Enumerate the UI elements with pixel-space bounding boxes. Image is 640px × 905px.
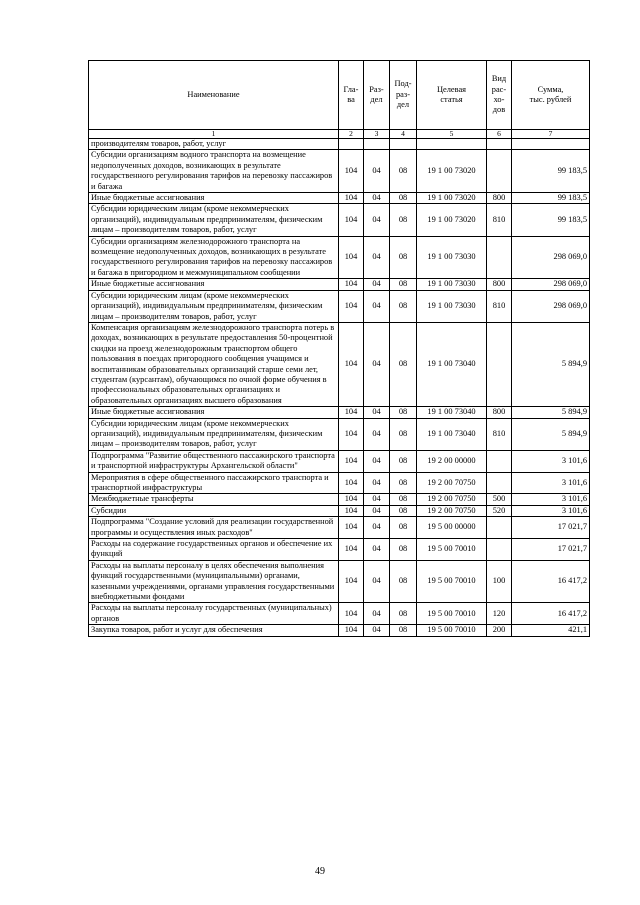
row-section: 04: [364, 322, 390, 406]
column-number: 6: [487, 130, 512, 139]
row-name: Подпрограмма "Создание условий для реализации государственной программы и осуществления иных расходов": [89, 517, 339, 539]
row-subsection: 08: [390, 407, 417, 418]
row-amount: 99 183,5: [512, 204, 590, 236]
row-section: 04: [364, 407, 390, 418]
header-subsection: Под- раз- дел: [390, 61, 417, 130]
row-chapter: 104: [339, 290, 364, 322]
table-row: [89, 472, 590, 494]
row-expense-type: 200: [487, 625, 512, 636]
column-number: 7: [512, 130, 590, 139]
row-target: [417, 139, 487, 150]
row-expense-type: 810: [487, 290, 512, 322]
row-target: 19 1 00 73020: [417, 150, 487, 193]
table-row: [89, 625, 590, 636]
row-expense-type: 810: [487, 204, 512, 236]
row-chapter: [339, 139, 364, 150]
row-expense-type: 810: [487, 418, 512, 450]
row-section: 04: [364, 204, 390, 236]
row-amount: 17 021,7: [512, 539, 590, 561]
row-subsection: 08: [390, 290, 417, 322]
row-section: 04: [364, 290, 390, 322]
row-subsection: 08: [390, 279, 417, 290]
row-chapter: 104: [339, 560, 364, 603]
table-row: [89, 204, 590, 236]
row-amount: 16 417,2: [512, 560, 590, 603]
table-row: [89, 494, 590, 505]
column-number: 5: [417, 130, 487, 139]
row-target: 19 1 00 73030: [417, 279, 487, 290]
row-chapter: 104: [339, 322, 364, 406]
row-section: 04: [364, 450, 390, 472]
row-chapter: 104: [339, 625, 364, 636]
row-chapter: 104: [339, 603, 364, 625]
row-amount: 298 069,0: [512, 290, 590, 322]
row-target: 19 1 00 73030: [417, 236, 487, 279]
budget-table: [88, 60, 590, 637]
row-name: Расходы на выплаты персоналу в целях обеспечения выполнения функций государственными (муниципальными) органами, казенными учреждениями, органами управления государственными внебюджетными фондами: [89, 560, 339, 603]
row-name: Субсидии: [89, 505, 339, 516]
row-name: производителям товаров, работ, услуг: [89, 139, 339, 150]
column-number-row: [89, 130, 590, 139]
table-row: [89, 560, 590, 603]
row-name: Межбюджетные трансферты: [89, 494, 339, 505]
row-target: 19 2 00 70750: [417, 494, 487, 505]
row-subsection: 08: [390, 322, 417, 406]
row-expense-type: [487, 472, 512, 494]
row-chapter: 104: [339, 450, 364, 472]
row-name: Иные бюджетные ассигнования: [89, 193, 339, 204]
row-target: 19 2 00 70750: [417, 505, 487, 516]
row-name: Расходы на выплаты персоналу государственных (муниципальных) органов: [89, 603, 339, 625]
row-subsection: 08: [390, 204, 417, 236]
row-target: 19 5 00 70010: [417, 625, 487, 636]
row-name: Подпрограмма "Развитие общественного пассажирского транспорта и транспортной инфраструктуры Архангельской области": [89, 450, 339, 472]
table-row: [89, 236, 590, 279]
row-expense-type: 800: [487, 279, 512, 290]
row-expense-type: [487, 517, 512, 539]
row-section: 04: [364, 494, 390, 505]
row-section: 04: [364, 603, 390, 625]
row-subsection: 08: [390, 193, 417, 204]
row-chapter: 104: [339, 505, 364, 516]
row-name: Иные бюджетные ассигнования: [89, 407, 339, 418]
header-target: Целевая статья: [417, 61, 487, 130]
row-subsection: 08: [390, 418, 417, 450]
column-number: 2: [339, 130, 364, 139]
row-subsection: 08: [390, 603, 417, 625]
row-section: 04: [364, 150, 390, 193]
row-chapter: 104: [339, 517, 364, 539]
column-number: 4: [390, 130, 417, 139]
row-chapter: 104: [339, 193, 364, 204]
row-name: Закупка товаров, работ и услуг для обеспечения: [89, 625, 339, 636]
row-section: 04: [364, 236, 390, 279]
row-target: 19 5 00 70010: [417, 560, 487, 603]
row-section: 04: [364, 539, 390, 561]
row-section: 04: [364, 193, 390, 204]
table-body: [89, 139, 590, 637]
row-section: [364, 139, 390, 150]
table-row: [89, 193, 590, 204]
row-expense-type: 520: [487, 505, 512, 516]
table-row: [89, 539, 590, 561]
row-chapter: 104: [339, 279, 364, 290]
row-subsection: [390, 139, 417, 150]
column-number: 3: [364, 130, 390, 139]
header-section: Раз- дел: [364, 61, 390, 130]
row-subsection: 08: [390, 236, 417, 279]
row-amount: 5 894,9: [512, 418, 590, 450]
row-target: 19 1 00 73030: [417, 290, 487, 322]
header-row: [89, 61, 590, 130]
row-subsection: 08: [390, 625, 417, 636]
table-row: [89, 150, 590, 193]
table-row: [89, 322, 590, 406]
row-name: Компенсация организациям железнодорожного транспорта потерь в доходах, возникающих в результате предоставления 50-процентной скидки на проезд железнодорожным транспортом общего пользования в поездах пригородного сообщения учащимся и воспитанникам образовательных организаций старше семи лет, студентам (курсантам), обучающимся по очной форме обучения в профессиональных образовательных организациях и образовательных организациях высшего образования: [89, 322, 339, 406]
row-name: Мероприятия в сфере общественного пассажирского транспорта и транспортной инфраструктуры: [89, 472, 339, 494]
row-expense-type: [487, 150, 512, 193]
table-row: [89, 603, 590, 625]
table-row: [89, 505, 590, 516]
row-target: 19 2 00 70750: [417, 472, 487, 494]
row-section: 04: [364, 418, 390, 450]
table-row: [89, 139, 590, 150]
row-amount: 3 101,6: [512, 505, 590, 516]
table-row: [89, 517, 590, 539]
row-section: 04: [364, 560, 390, 603]
row-subsection: 08: [390, 472, 417, 494]
row-target: 19 1 00 73040: [417, 407, 487, 418]
row-amount: 99 183,5: [512, 150, 590, 193]
row-name: Расходы на содержание государственных органов и обеспечение их функций: [89, 539, 339, 561]
document-page: [88, 60, 589, 637]
row-expense-type: [487, 539, 512, 561]
row-target: 19 1 00 73040: [417, 418, 487, 450]
row-subsection: 08: [390, 560, 417, 603]
row-expense-type: [487, 236, 512, 279]
row-amount: 16 417,2: [512, 603, 590, 625]
row-chapter: 104: [339, 204, 364, 236]
row-chapter: 104: [339, 539, 364, 561]
row-name: Иные бюджетные ассигнования: [89, 279, 339, 290]
row-target: 19 5 00 00000: [417, 517, 487, 539]
header-expense-type: Вид рас- хо- дов: [487, 61, 512, 130]
row-chapter: 104: [339, 472, 364, 494]
row-expense-type: [487, 322, 512, 406]
row-chapter: 104: [339, 150, 364, 193]
row-chapter: 104: [339, 236, 364, 279]
table-row: [89, 418, 590, 450]
row-subsection: 08: [390, 505, 417, 516]
row-target: 19 1 00 73040: [417, 322, 487, 406]
row-subsection: 08: [390, 450, 417, 472]
row-amount: 99 183,5: [512, 193, 590, 204]
row-amount: 17 021,7: [512, 517, 590, 539]
column-number: 1: [89, 130, 339, 139]
row-chapter: 104: [339, 407, 364, 418]
row-expense-type: 100: [487, 560, 512, 603]
row-name: Субсидии организациям железнодорожного транспорта на возмещение недополученных доходов, возникающих в результате государственного регулирования тарифов на перевозку пассажиров и багажа в пригородном и межмуниципальном сообщении: [89, 236, 339, 279]
row-name: Субсидии юридическим лицам (кроме некоммерческих организаций), индивидуальным предпринимателям, физическим лицам – производителям товаров, работ, услуг: [89, 204, 339, 236]
row-amount: 5 894,9: [512, 407, 590, 418]
row-chapter: 104: [339, 418, 364, 450]
row-amount: [512, 139, 590, 150]
table-row: [89, 290, 590, 322]
row-section: 04: [364, 505, 390, 516]
row-amount: 298 069,0: [512, 236, 590, 279]
row-expense-type: 800: [487, 193, 512, 204]
row-subsection: 08: [390, 150, 417, 193]
row-target: 19 1 00 73020: [417, 204, 487, 236]
page-number: 49: [315, 866, 325, 877]
row-amount: 298 069,0: [512, 279, 590, 290]
row-name: Субсидии юридическим лицам (кроме некоммерческих организаций), индивидуальным предпринимателям, физическим лицам – производителям товаров, работ, услуг: [89, 290, 339, 322]
row-section: 04: [364, 472, 390, 494]
header-amount: Сумма, тыс. рублей: [512, 61, 590, 130]
table-row: [89, 450, 590, 472]
header-name: Наименование: [89, 61, 339, 130]
row-amount: 3 101,6: [512, 472, 590, 494]
row-amount: 3 101,6: [512, 494, 590, 505]
row-expense-type: 120: [487, 603, 512, 625]
row-section: 04: [364, 625, 390, 636]
row-expense-type: 800: [487, 407, 512, 418]
row-expense-type: [487, 450, 512, 472]
row-amount: 421,1: [512, 625, 590, 636]
row-subsection: 08: [390, 494, 417, 505]
table-row: [89, 279, 590, 290]
row-target: 19 1 00 73020: [417, 193, 487, 204]
row-chapter: 104: [339, 494, 364, 505]
row-subsection: 08: [390, 517, 417, 539]
row-name: Субсидии организациям водного транспорта на возмещение недополученных доходов, возникающих в результате государственного регулирования тарифов на перевозку пассажиров и багажа: [89, 150, 339, 193]
row-section: 04: [364, 279, 390, 290]
row-expense-type: 500: [487, 494, 512, 505]
row-name: Субсидии юридическим лицам (кроме некоммерческих организаций), индивидуальным предпринимателям, физическим лицам – производителям товаров, работ, услуг: [89, 418, 339, 450]
row-target: 19 5 00 70010: [417, 539, 487, 561]
row-target: 19 5 00 70010: [417, 603, 487, 625]
row-subsection: 08: [390, 539, 417, 561]
row-amount: 5 894,9: [512, 322, 590, 406]
table-row: [89, 407, 590, 418]
row-section: 04: [364, 517, 390, 539]
header-chapter: Гла- ва: [339, 61, 364, 130]
row-amount: 3 101,6: [512, 450, 590, 472]
row-expense-type: [487, 139, 512, 150]
row-target: 19 2 00 00000: [417, 450, 487, 472]
